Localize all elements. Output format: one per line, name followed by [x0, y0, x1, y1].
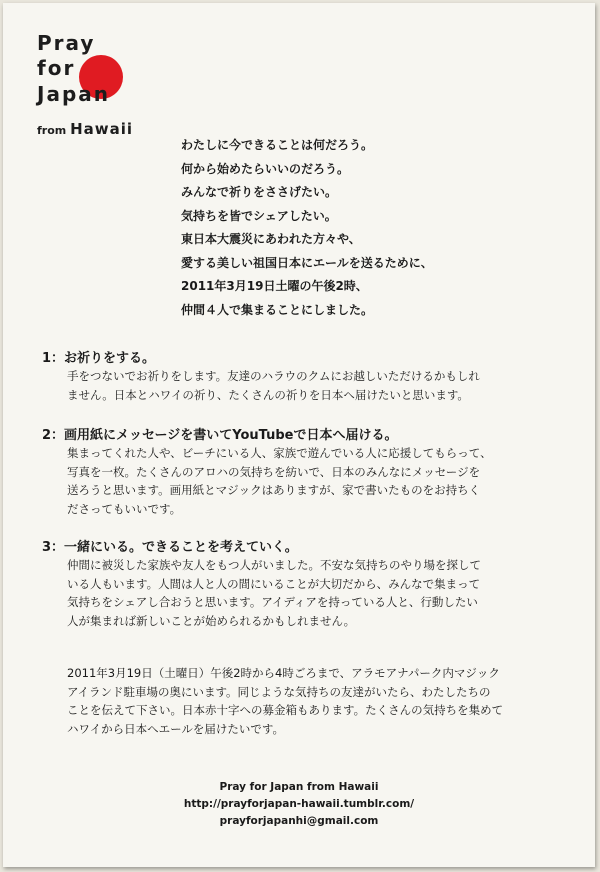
section-message	[42, 427, 492, 518]
section-body	[67, 556, 481, 630]
footer-title: Pray for Japan from Hawaii	[219, 781, 379, 793]
logo-from: from	[37, 124, 67, 137]
footer-contact	[3, 779, 595, 830]
event-details	[67, 664, 503, 738]
section-line: ださってもいいです。	[67, 501, 182, 516]
flyer-sheet	[3, 3, 595, 867]
section-body	[67, 444, 492, 518]
intro-line: 仲間４人で集まることにしました。	[181, 302, 374, 317]
intro-line: 2011年3月19日土曜の午後2時、	[181, 279, 368, 293]
section-line: いる人もいます。人間は人と人の間にいることが大切だから、みんなで集まって	[67, 576, 481, 591]
intro-line: 気持ちを皆でシェアしたい。	[181, 208, 337, 223]
intro-line: 東日本大震災にあわれた方々や、	[181, 232, 361, 246]
intro-paragraph	[181, 134, 433, 322]
section-pray	[42, 350, 480, 404]
intro-line: みんなで祈りをささげたい。	[181, 185, 338, 199]
event-line: ハワイから日本へエールを届けたいです。	[67, 721, 285, 736]
logo-line-1: Pray	[37, 31, 96, 55]
section-body	[67, 367, 480, 404]
section-line: 送ろうと思います。画用紙とマジックはありますが、家で書いたものをお持ちく	[67, 483, 481, 497]
logo-from-hawaii	[37, 120, 133, 138]
intro-line: わたしに今できることは何だろう。	[181, 138, 374, 152]
event-line: アイランド駐車場の奥にいます。同じような気持ちの友達がいたら、わたしたちの	[67, 684, 491, 699]
logo-line-2: for	[37, 56, 76, 80]
section-together	[42, 539, 481, 630]
intro-line: 愛する美しい祖国日本にエールを送るために、	[181, 255, 433, 270]
section-line: 仲間に被災した家族や友人をもつ人がいました。不安な気持ちのやり場を探して	[67, 558, 481, 572]
logo-line-3: Japan	[37, 82, 110, 106]
section-heading: 3：一緒にいる。できることを考えていく。	[42, 540, 298, 555]
section-line: 気持ちをシェアし合おうと思います。アイディアを持っている人と、行動したい	[67, 595, 478, 609]
section-line: 人が集まれば新しいことが始められるかもしれません。	[67, 613, 356, 628]
event-line: ことを伝えて下さい。日本赤十字への募金箱もあります。たくさんの気持ちを集めて	[67, 703, 504, 717]
intro-line: 何から始めたらいいのだろう。	[181, 161, 350, 176]
footer-email[interactable]: prayforjapanhi@gmail.com	[219, 815, 379, 827]
footer-url[interactable]: http://prayforjapan-hawaii.tumblr.com/	[183, 798, 415, 810]
section-heading: 2：画用紙にメッセージを書いてYouTubeで日本へ届ける。	[42, 428, 398, 443]
pray-for-japan-logo	[37, 31, 147, 143]
section-heading: 1：お祈りをする。	[42, 351, 156, 366]
section-line: ません。日本とハワイの祈り、たくさんの祈りを日本へ届けたいと思います。	[67, 387, 469, 402]
event-line: 2011年3月19日（土曜日）午後2時から4時ごろまで、アラモアナパーク内マジック	[67, 666, 500, 680]
logo-place: Hawaii	[70, 120, 134, 138]
section-line: 写真を一枚。たくさんのアロハの気持ちを紡いで、日本のみんなにメッセージを	[67, 464, 481, 479]
section-line: 手をつないでお祈りをします。友達のハラウのクムにお越しいただけるかもしれ	[67, 369, 480, 383]
section-line: 集まってくれた人や、ビーチにいる人、家族で遊んでいる人に応援してもらって、	[67, 446, 492, 460]
